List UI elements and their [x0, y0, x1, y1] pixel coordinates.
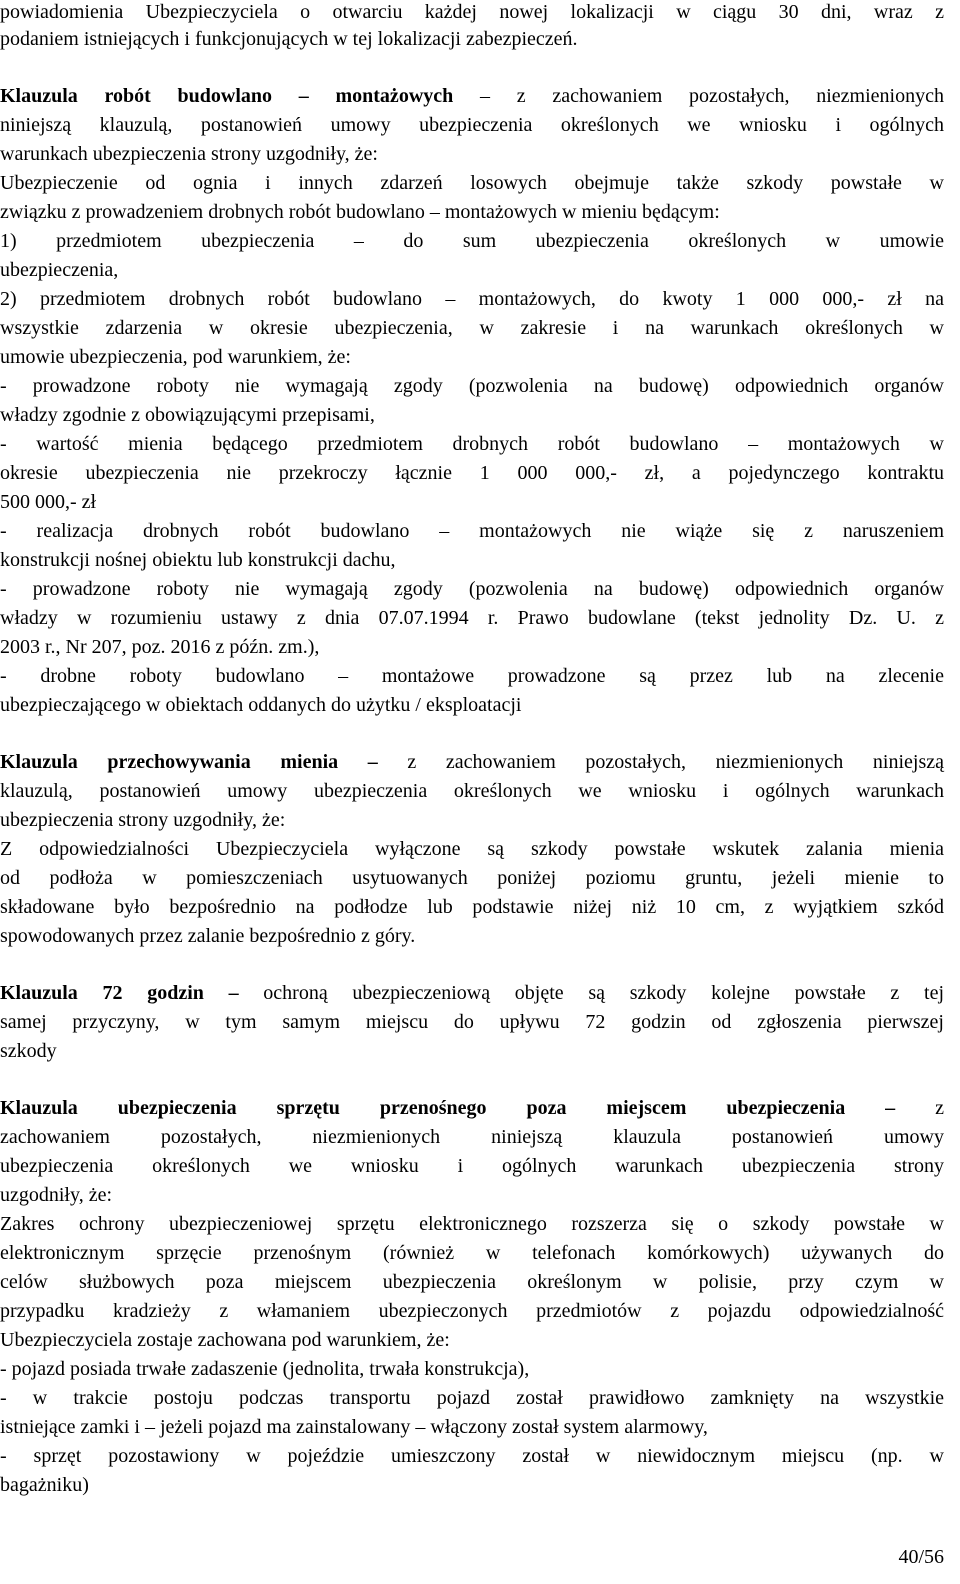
portable-clause-line-6: elektronicznym sprzęcie przenośnym (również w telefonach komórkowych) używanych do	[0, 1242, 944, 1264]
construction-clause-line-7: ubezpieczenia,	[0, 259, 119, 281]
portable-clause-line-2: zachowaniem pozostałych, niezmienionych niniejszą klauzula postanowień umowy	[0, 1126, 944, 1148]
construction-clause-line-17: konstrukcji nośnej obiektu lub konstrukcji dachu,	[0, 549, 396, 571]
construction-clause-line-18: - prowadzone roboty nie wymagają zgody (pozwolenia na budowę) odpowiednich organów	[0, 578, 944, 600]
construction-clause-line-10: umowie ubezpieczenia, pod warunkiem, że:	[0, 346, 351, 368]
storage-clause-line-3: ubezpieczenia strony uzgodniły, że:	[0, 809, 286, 831]
construction-clause-line-15: 500 000,- zł	[0, 491, 97, 513]
portable-clause-line-1-rest: z	[895, 1097, 944, 1119]
construction-clause-line-9: wszystkie zdarzenia w okresie ubezpieczenia, w zakresie i na warunkach określonych w	[0, 317, 944, 339]
construction-clause-line-3: warunkach ubezpieczenia strony uzgodniły, że:	[0, 143, 378, 165]
portable-clause-line-3: ubezpieczenia określonych we wniosku i ogólnych warunkach ubezpieczenia strony	[0, 1155, 944, 1177]
construction-clause-line-16: - realizacja drobnych robót budowlano – montażowych nie wiąże się z naruszeniem	[0, 520, 944, 542]
clause-72h-line-3: szkody	[0, 1040, 57, 1062]
portable-clause-line-13: - sprzęt pozostawiony w pojeździe umieszczony został w niewidocznym miejscu (np. w	[0, 1445, 944, 1467]
storage-clause-line-1-rest: z zachowaniem pozostałych, niezmienionych niniejszą	[377, 751, 944, 773]
construction-clause-line-1-rest: – z zachowaniem pozostałych, niezmienionych	[453, 85, 944, 107]
construction-clause-line-22: ubezpieczającego w obiektach oddanych do użytku / eksploatacji	[0, 694, 522, 716]
clause-72h-line-1-rest: ochroną ubezpieczeniową objęte są szkody kolejne powstałe z tej	[238, 982, 944, 1004]
storage-clause-line-4: Z odpowiedzialności Ubezpieczyciela wyłączone są szkody powstałe wskutek zalania mienia	[0, 838, 944, 860]
clause-72h-title: Klauzula 72 godzin –	[0, 982, 239, 1004]
portable-clause-line-9: Ubezpieczyciela zostaje zachowana pod warunkiem, że:	[0, 1329, 450, 1351]
intro-line-1: powiadomienia Ubezpieczyciela o otwarciu każdej nowej lokalizacji w ciągu 30 dni, wraz z	[0, 1, 944, 23]
construction-clause-line-21: - drobne roboty budowlano – montażowe prowadzone są przez lub na zlecenie	[0, 665, 944, 687]
storage-clause-line-1	[0, 748, 944, 777]
storage-clause-line-2: klauzulą, postanowień umowy ubezpieczenia określonych we wniosku i ogólnych warunkach	[0, 780, 944, 802]
construction-clause-line-8: 2) przedmiotem drobnych robót budowlano – montażowych, do kwoty 1 000 000,- zł na	[0, 288, 944, 310]
construction-clause-line-6: 1) przedmiotem ubezpieczenia – do sum ubezpieczenia określonych w umowie	[0, 230, 944, 252]
portable-clause-line-11: - w trakcie postoju podczas transportu pojazd został prawidłowo zamknięty na wszystkie	[0, 1387, 944, 1409]
construction-clause-title: Klauzula robót budowlano – montażowych	[0, 85, 454, 107]
clause-72h-line-2: samej przyczyny, w tym samym miejscu do upływu 72 godzin od zgłoszenia pierwszej	[0, 1011, 944, 1033]
construction-clause-line-5: związku z prowadzeniem drobnych robót budowlano – montażowych w mieniu będącym:	[0, 201, 720, 223]
portable-clause-title: Klauzula ubezpieczenia sprzętu przenośnego poza miejscem ubezpieczenia –	[0, 1097, 896, 1119]
construction-clause-line-11: - prowadzone roboty nie wymagają zgody (pozwolenia na budowę) odpowiednich organów	[0, 375, 944, 397]
portable-clause-line-8: przypadku kradzieży z włamaniem ubezpieczonych przedmiotów z pojazdu odpowiedzialność	[0, 1300, 944, 1322]
storage-clause-line-7: spowodowanych przez zalanie bezpośrednio z góry.	[0, 925, 416, 947]
page-number: 40/56	[898, 1546, 944, 1568]
construction-clause-line-4: Ubezpieczenie od ognia i innych zdarzeń losowych obejmuje także szkody powstałe w	[0, 172, 944, 194]
portable-clause-line-4: uzgodniły, że:	[0, 1184, 113, 1206]
construction-clause-line-14: okresie ubezpieczenia nie przekroczy łącznie 1 000 000,- zł, a pojedynczego kontraktu	[0, 462, 944, 484]
portable-clause-line-14: bagażniku)	[0, 1474, 89, 1496]
portable-clause-line-12: istniejące zamki i – jeżeli pojazd ma zainstalowany – włączony został system alarmowy,	[0, 1416, 708, 1438]
portable-clause-line-10: - pojazd posiada trwałe zadaszenie (jednolita, trwała konstrukcja),	[0, 1358, 530, 1380]
storage-clause-title: Klauzula przechowywania mienia –	[0, 751, 378, 773]
intro-line-2: podaniem istniejących i funkcjonujących w tej lokalizacji zabezpieczeń.	[0, 28, 578, 50]
clause-72h-line-1	[0, 979, 944, 1008]
construction-clause-line-2: niniejszą klauzulą, postanowień umowy ubezpieczenia określonych we wniosku i ogólnych	[0, 114, 944, 136]
storage-clause-line-5: od podłoża w pomieszczeniach usytuowanych poniżej poziomu gruntu, jeżeli mienie to	[0, 867, 944, 889]
construction-clause-line-19: władzy w rozumieniu ustawy z dnia 07.07.1994 r. Prawo budowlane (tekst jednolity Dz. U. z	[0, 607, 944, 629]
portable-clause-line-7: celów służbowych poza miejscem ubezpieczenia określonym w polisie, przy czym w	[0, 1271, 944, 1293]
construction-clause-line-20: 2003 r., Nr 207, poz. 2016 z późn. zm.),	[0, 636, 320, 658]
construction-clause-line-13: - wartość mienia będącego przedmiotem drobnych robót budowlano – montażowych w	[0, 433, 944, 455]
portable-clause-line-5: Zakres ochrony ubezpieczeniowej sprzętu elektronicznego rozszerza się o szkody powstałe w	[0, 1213, 944, 1235]
construction-clause-line-12: władzy zgodnie z obowiązującymi przepisami,	[0, 404, 375, 426]
storage-clause-line-6: składowane było bezpośrednio na podłodze lub podstawie niżej niż 10 cm, z wyjątkiem szkód	[0, 896, 944, 918]
portable-clause-line-1	[0, 1094, 944, 1123]
construction-clause-line-1	[0, 82, 944, 111]
